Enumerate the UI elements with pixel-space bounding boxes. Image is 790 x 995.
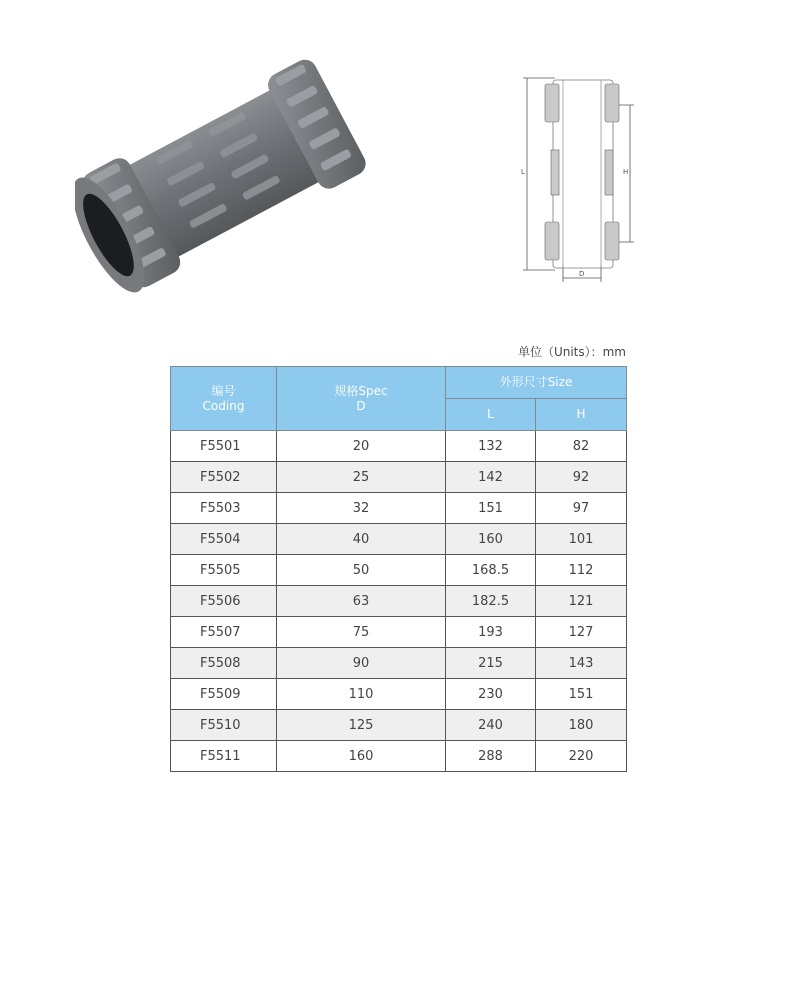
cell-length: 151: [446, 493, 536, 524]
cell-code: F5510: [171, 710, 277, 741]
cell-height: 127: [536, 617, 627, 648]
cell-length: 193: [446, 617, 536, 648]
cell-code: F5501: [171, 431, 277, 462]
cell-code: F5502: [171, 462, 277, 493]
header-spec: [277, 367, 446, 431]
table-row: [171, 710, 627, 741]
cell-height: 143: [536, 648, 627, 679]
cell-height: 220: [536, 741, 627, 772]
cell-height: 82: [536, 431, 627, 462]
header-h: H: [536, 399, 627, 431]
cell-spec-d: 160: [277, 741, 446, 772]
section-drawing-icon: [515, 70, 645, 285]
table-row: [171, 462, 627, 493]
cell-length: 160: [446, 524, 536, 555]
header-spec-cn: 规格Spec: [334, 383, 388, 398]
spec-table: [170, 366, 627, 772]
cell-spec-d: 110: [277, 679, 446, 710]
cell-height: 92: [536, 462, 627, 493]
dimension-label-h: H: [623, 168, 629, 176]
cell-spec-d: 40: [277, 524, 446, 555]
table-row: [171, 431, 627, 462]
cell-length: 230: [446, 679, 536, 710]
cell-length: 288: [446, 741, 536, 772]
header-coding-cn: 编号: [211, 383, 236, 398]
table-row: [171, 493, 627, 524]
cell-height: 180: [536, 710, 627, 741]
table-row: [171, 524, 627, 555]
cell-code: F5511: [171, 741, 277, 772]
cell-height: 112: [536, 555, 627, 586]
header-size-group: 外形尺寸Size: [446, 367, 627, 399]
table-row: [171, 679, 627, 710]
header-l: L: [446, 399, 536, 431]
header-coding: [171, 367, 277, 431]
cell-code: F5509: [171, 679, 277, 710]
cell-spec-d: 90: [277, 648, 446, 679]
dimension-label-d: D: [579, 270, 585, 278]
cell-spec-d: 63: [277, 586, 446, 617]
cell-code: F5503: [171, 493, 277, 524]
cell-spec-d: 125: [277, 710, 446, 741]
cell-height: 151: [536, 679, 627, 710]
table-row: [171, 648, 627, 679]
cell-code: F5508: [171, 648, 277, 679]
cell-length: 132: [446, 431, 536, 462]
header-coding-en: Coding: [202, 398, 245, 413]
cell-length: 182.5: [446, 586, 536, 617]
cell-spec-d: 50: [277, 555, 446, 586]
cell-spec-d: 20: [277, 431, 446, 462]
header-spec-d: D: [356, 398, 366, 413]
cell-spec-d: 75: [277, 617, 446, 648]
table-row: [171, 555, 627, 586]
cell-height: 101: [536, 524, 627, 555]
cell-code: F5504: [171, 524, 277, 555]
cell-spec-d: 32: [277, 493, 446, 524]
cell-height: 97: [536, 493, 627, 524]
cell-length: 240: [446, 710, 536, 741]
cell-code: F5507: [171, 617, 277, 648]
cell-height: 121: [536, 586, 627, 617]
table-row: [171, 617, 627, 648]
dimension-label-l: L: [521, 168, 525, 176]
table-row: [171, 586, 627, 617]
cell-code: F5506: [171, 586, 277, 617]
table-row: [171, 741, 627, 772]
cell-code: F5505: [171, 555, 277, 586]
cell-length: 215: [446, 648, 536, 679]
cell-length: 142: [446, 462, 536, 493]
pvc-coupling-photo-icon: [75, 45, 375, 300]
units-note: 单位（Units）：mm: [517, 345, 626, 359]
cell-spec-d: 25: [277, 462, 446, 493]
cell-length: 168.5: [446, 555, 536, 586]
